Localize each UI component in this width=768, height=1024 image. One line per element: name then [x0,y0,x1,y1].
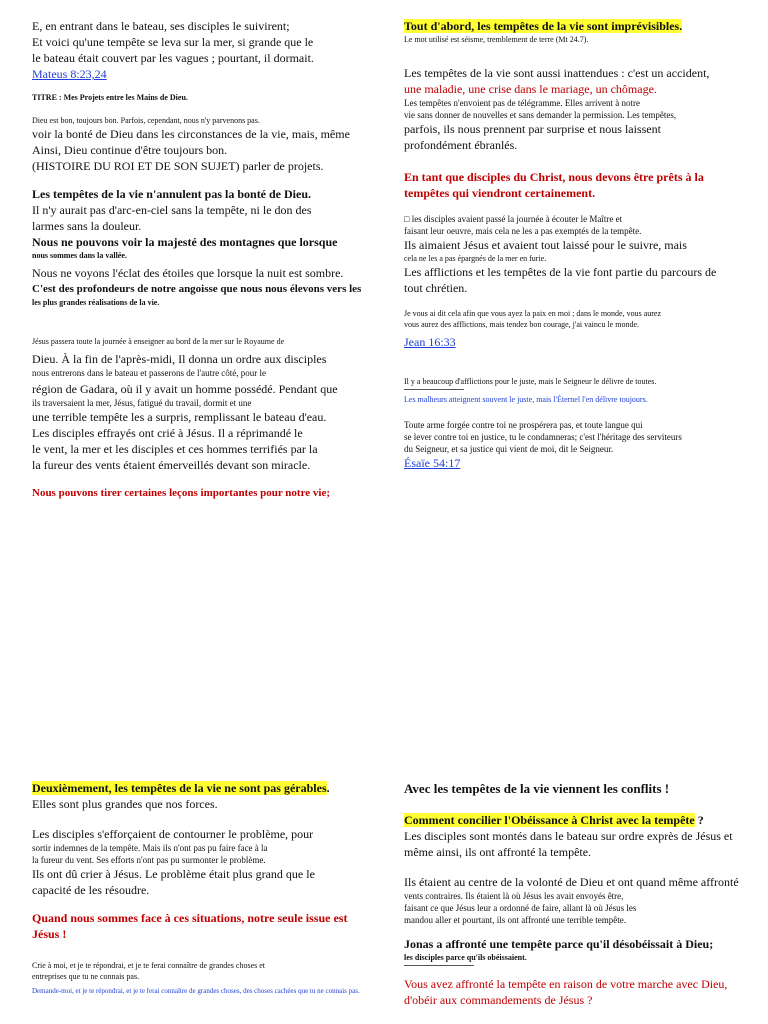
heading-punctuation: . [326,781,330,795]
paragraph-line: capacité de les résoudre. [32,883,150,897]
scripture-reference-link[interactable]: Jean 16:33 [404,335,456,349]
paragraph-line: la fureur des vents étaient émerveillés devant son miracle. [32,458,311,472]
lessons-heading: Nous pouvons tirer certaines leçons importantes pour notre vie; [32,487,331,499]
section-heading: Les tempêtes de la vie n'annulent pas la bonté de Dieu. [32,187,312,201]
paragraph-line: Et voici qu'une tempête se leva sur la mer, si grande que le [32,35,314,49]
paragraph-text: les disciples avaient passé la journée à écouter le Maître et [411,214,623,224]
blue-quote-line: Les malheurs atteignent souvent le juste, mais l'Éternel l'en délivre toujours. [404,395,648,404]
quote-line: Je vous ai dit cela afin que vous ayez la paix en moi ; dans le monde, vous aurez [404,309,662,318]
section-heading-highlighted [32,780,382,796]
red-line: d'obéir aux commandements de Jésus ? [404,993,593,1007]
red-heading: Quand nous sommes face à ces situations, notre seule issue est [32,911,348,925]
paragraph-line: Les afflictions et les tempêtes de la vie font partie du parcours de [404,265,717,279]
divider [404,965,474,966]
paragraph-line: Ils aimaient Jésus et avaient tout laissé pour le suivre, mais [404,238,687,252]
bold-statement-small: nous sommes dans la vallée. [32,251,127,260]
red-heading: Jésus ! [32,927,67,941]
paragraph-line: sortir indemnes de la tempête. Mais ils n'ont pas pu faire face à la [32,843,268,853]
quote-line: du Seigneur, et sa justice qui vient de moi, dit le Seigneur. [404,444,614,454]
square-bullet-icon: □ [404,214,410,224]
blue-quote-line: Demande-moi, et je te répondrai, et je te ferai connaître de grandes choses, des choses cachées que tu ne connais pas. [32,987,360,995]
highlighted-heading: Deuxièmement, les tempêtes de la vie ne sont pas gérables [32,781,327,795]
bold-statement-small: les plus grandes réalisations de la vie. [32,298,160,307]
paragraph-line: mandou aller et pourtant, ils ont affronté une terrible tempête. [404,915,627,925]
paragraph-line: ils traversaient la mer, Jésus, fatigué du travail, dormit et une [32,398,252,408]
section-heading-highlighted [404,812,749,828]
quote-line: entreprises que tu ne connais pas. [32,972,140,981]
paragraph-line: une terrible tempête les a surpris, remplissant le bateau d'eau. [32,410,327,424]
paragraph-line: cela ne les a pas épargnés de la mer en furie. [404,254,547,263]
paragraph-line: Les disciples sont montés dans le bateau sur ordre exprès de Jésus et [404,829,733,843]
paragraph-line: même ainsi, ils ont affronté la tempête. [404,845,592,859]
paragraph-line: Les tempêtes de la vie sont aussi inattendues : c'est un accident, [404,66,710,80]
paragraph-line: voir la bonté de Dieu dans les circonstances de la vie, mais, même [32,127,350,141]
paragraph-line: région de Gadara, où il y avait un homme possédé. Pendant que [32,382,338,396]
bold-statement-small: les disciples parce qu'ils obéissaient. [404,953,527,962]
quadrant-top-right [404,16,749,471]
paragraph-line: Ils ont dû crier à Jésus. Le problème était plus grand que le [32,867,315,881]
red-heading: tempêtes qui viendront certainement. [404,186,596,200]
paragraph-line: Nous ne voyons l'éclat des étoiles que lorsque la nuit est sombre. [32,266,344,280]
scripture-reference-link[interactable]: Ésaïe 54:17 [404,456,461,470]
paragraph-line: le bateau était couvert par les vagues ; pourtant, il dormait. [32,51,314,65]
highlighted-heading: Comment concilier l'Obéissance à Christ avec la tempête [404,813,695,827]
paragraph-line: vie sans donner de nouvelles et sans demander la permission. Les tempêtes, [404,110,677,120]
red-line: une maladie, une crise dans le mariage, un chômage. [404,82,657,96]
paragraph-line: Jésus passera toute la journée à enseigner au bord de la mer sur le Royaume de [32,337,285,346]
quote-line: Il y a beaucoup d'afflictions pour le juste, mais le Seigneur le délivre de toutes. [404,377,657,386]
quote-line: vous aurez des afflictions, mais tendez bon courage, j'ai vaincu le monde. [404,320,639,329]
scripture-reference-link[interactable]: Mateus 8:23,24 [32,67,107,81]
paragraph-line: vents contraires. Ils étaient là où Jésus les avait envoyés être, [404,891,624,901]
section-heading: Avec les tempêtes de la vie viennent les conflits ! [404,781,670,796]
paragraph-line: (HISTOIRE DU ROI ET DE SON SUJET) parler de projets. [32,159,324,173]
quadrant-bottom-left [32,780,382,997]
paragraph-line: E, en entrant dans le bateau, ses disciples le suivirent; [32,19,290,33]
bold-statement: Jonas a affronté une tempête parce qu'il désobéissait à Dieu; [404,937,714,951]
paragraph-line: larmes sans la douleur. [32,219,142,233]
red-heading: En tant que disciples du Christ, nous devons être prêts à la [404,170,704,184]
paragraph-line: Elles sont plus grandes que nos forces. [32,797,218,811]
paragraph-line: tout chrétien. [404,281,468,295]
quadrant-bottom-right [404,780,749,1008]
red-line: Vous avez affronté la tempête en raison de votre marche avec Dieu, [404,977,728,991]
paragraph-line: Il n'y aurait pas d'arc-en-ciel sans la tempête, ni le don des [32,203,312,217]
quote-line: se lever contre toi en justice, tu le condamneras; c'est l'héritage des serviteurs [404,432,682,442]
heading-punctuation: ? [694,813,704,827]
paragraph-line: le vent, la mer et les disciples et ces hommes terrifiés par la [32,442,318,456]
quadrant-top-left [32,16,372,501]
subtitle-line: Le mot utilisé est séisme, tremblement de terre (Mt 24.7). [404,35,589,44]
highlighted-heading: Tout d'abord, les tempêtes de la vie sont imprévisibles. [404,19,683,33]
quote-line: Crie à moi, et je te répondrai, et je te ferai connaître de grandes choses et [32,961,266,970]
paragraph-line: Ils étaient au centre de la volonté de Dieu et ont quand même affronté [404,875,739,889]
paragraph-line: Dieu est bon, toujours bon. Parfois, cependant, nous n'y parvenons pas. [32,116,260,125]
bullet-line [404,213,749,225]
paragraph-line: Les disciples s'efforçaient de contourner le problème, pour [32,827,314,841]
bold-statement: Nous ne pouvons voir la majesté des montagnes que lorsque [32,235,338,249]
paragraph-line: Les tempêtes n'envoient pas de télégramme. Elles arrivent à notre [404,98,641,108]
sermon-title: TITRE : Mes Projets entre les Mains de Dieu. [32,93,188,102]
bold-statement: C'est des profondeurs de notre angoisse que nous nous élevons vers les [32,283,362,295]
paragraph-line: nous entrerons dans le bateau et passerons de l'autre côté, pour le [32,368,267,378]
section-heading-highlighted [404,18,749,34]
paragraph-line: la fureur du vent. Ses efforts n'ont pas pu surmonter le problème. [32,855,266,865]
paragraph-line: profondément ébranlés. [404,138,518,152]
paragraph-line: Les disciples effrayés ont crié à Jésus. Il a réprimandé le [32,426,303,440]
paragraph-line: Dieu. À la fin de l'après-midi, Il donna un ordre aux disciples [32,352,327,366]
paragraph-line: parfois, ils nous prennent par surprise et nous laissent [404,122,661,136]
divider [404,389,464,390]
paragraph-line: Ainsi, Dieu continue d'être toujours bon. [32,143,228,157]
paragraph-line: faisant ce que Jésus leur a ordonné de faire, allant là où Jésus les [404,903,637,913]
quote-line: Toute arme forgée contre toi ne prospérera pas, et toute langue qui [404,420,643,430]
paragraph-line: faisant leur oeuvre, mais cela ne les a pas exemptés de la tempête. [404,226,642,236]
